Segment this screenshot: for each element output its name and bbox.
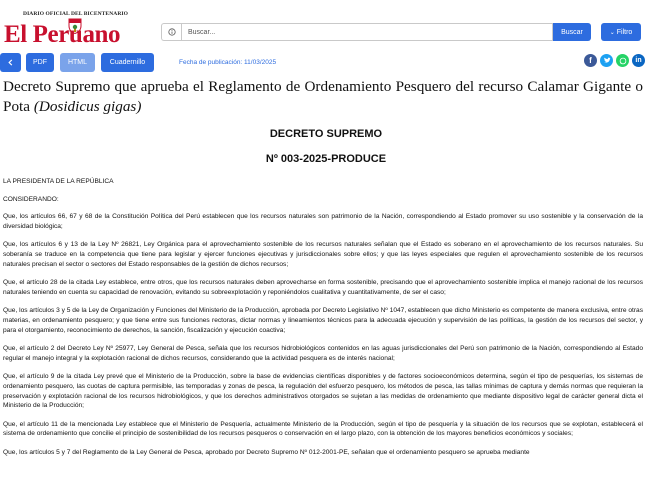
decree-number: Nº 003-2025-PRODUCE	[265, 153, 387, 165]
cuadernillo-button[interactable]: Cuadernillo	[101, 53, 154, 72]
search-options-button[interactable]	[161, 23, 181, 41]
search-input[interactable]	[181, 23, 553, 41]
publication-date: Fecha de publicación: 11/03/2025	[179, 59, 277, 66]
logo-subtitle: DIARIO OFICIAL DEL BICENTENARIO	[23, 11, 129, 17]
document-body	[3, 177, 643, 466]
document-title	[3, 77, 643, 117]
html-button[interactable]: HTML	[60, 53, 95, 72]
paragraph: Que, los artículos 5 y 7 del Reglamento de la Ley General de Pesca, aprobado por Decreto Supremo Nº 012-2001-PE, señalan que el ordenamiento pesquero se aprueba mediante	[3, 448, 530, 456]
paragraph: Que, el artículo 11 de la mencionada Ley establece que el Ministerio de Pesquería, actualmente Ministerio de la Producción, según el tipo de pesquería y la situación de los recursos que se explotan, establecerá el sistema de ordenamiento que concilie el principio de sostenibilidad de los recursos pesqueros o conservación en el largo plazo, con la obtención de los mayores beneficios económicos y sociales;	[3, 420, 643, 438]
site-header	[0, 0, 652, 52]
logo-name: El Peruano	[4, 21, 121, 48]
paragraph: Que, el artículo 2 del Decreto Ley Nº 25977, Ley General de Pesca, señala que los recursos hidrobiológicos contenidos en las aguas jurisdiccionales del Perú son patrimonio de la Nación, correspondiendo al Estado regular el manejo integral y la explotación racional de dichos recursos, considerando que la actividad pesquera es de interés nacional;	[3, 345, 643, 362]
back-button[interactable]	[0, 53, 21, 72]
filter-button[interactable]	[601, 23, 641, 41]
paragraph: Que, los artículos 6 y 13 de la Ley Nº 26821, Ley Orgánica para el aprovechamiento sostenible de los recursos naturales señalan que el Estado es soberano en el aprovechamiento de los recursos naturales. Su soberanía se traduce en la competencia que tiene para legislar y ejercer funciones ejecutivas y jurisdiccionales sobre ellos; y que las leyes especiales que regulen el aprovechamiento sostenible de los recursos naturales precisan el sector o sectores del Estado responsables de la gestión de dichos recursos;	[3, 241, 643, 268]
facebook-share-icon[interactable]: f	[584, 54, 597, 67]
info-circle-icon	[168, 28, 176, 36]
title-species: (Dosidicus gigas)	[33, 98, 142, 115]
filter-label: Filtro	[616, 28, 633, 36]
paragraph: Que, los artículos 66, 67 y 68 de la Constitución Política del Perú establecen que los recursos naturales son patrimonio de la Nación, correspondiendo al Estado promover su uso sostenible y la conservación de la diversidad biológica;	[3, 213, 643, 230]
el-peruano-logo[interactable]	[4, 8, 150, 50]
chevron-down-icon: ⌄	[609, 29, 615, 36]
paragraph: Que, los artículos 3 y 5 de la Ley de Organización y Funciones del Ministerio de la Producción, aprobada por Decreto Legislativo Nº 1047, establecen que dicho Ministerio es competente de manera exclusiva, entre otras materias, en ordenamiento pesquero; y que tiene entre sus funciones rectoras, dictar normas y lineamientos técnicos para la adecuada ejecución y supervisión de las políticas, la gestión de los recursos del sector, y para el otorgamiento, reconocimiento de derechos, la sanción, fiscalización y ejecución coactiva;	[3, 307, 643, 334]
president-line: LA PRESIDENTA DE LA REPÚBLICA	[3, 178, 114, 185]
twitter-share-icon[interactable]	[600, 54, 613, 67]
chevron-left-icon	[7, 59, 14, 66]
paragraph: Que, el artículo 28 de la citada Ley establece, entre otros, que los recursos naturales deben aprovecharse en forma sostenible, precisando que el aprovechamiento sostenible implica el manejo racional de los recursos naturales teniendo en cuenta su capacidad de renovación, evitando su sobreexplotación y reponiéndolos cualitativa y cuantitativamente, de ser el caso;	[3, 279, 643, 296]
considerando-line: CONSIDERANDO:	[3, 195, 59, 203]
document-toolbar	[0, 53, 652, 73]
whatsapp-share-icon[interactable]	[616, 54, 629, 67]
decree-heading: DECRETO SUPREMO	[269, 128, 383, 140]
paragraph: Que, el artículo 9 de la citada Ley prevé que el Ministerio de la Producción, sobre la base de evidencias científicas disponibles y de factores socioeconómicos determina, según el tipo de pesquerías, los sistemas de ordenamiento pesquero, las cuotas de captura permisible, las temporadas y zonas de pesca, la regulación del esfuerzo pesquero, los métodos de pesca, las tallas mínimas de captura y demás normas que requieran la preservación y explotación racional de los recursos hidrobiológicos, y que los derechos administrativos otorgados se sujetan a las medidas de ordenamiento que mediante dispositivo legal de carácter general dicta el Ministerio de la Producción;	[3, 373, 643, 410]
pdf-button[interactable]: PDF	[26, 53, 54, 72]
linkedin-share-icon[interactable]: in	[632, 54, 645, 67]
search-button[interactable]: Buscar	[553, 23, 591, 41]
title-main: Decreto Supremo que aprueba el Reglamento de Ordenamiento Pesquero del recurso Calamar Gigante o Pota	[3, 78, 643, 115]
